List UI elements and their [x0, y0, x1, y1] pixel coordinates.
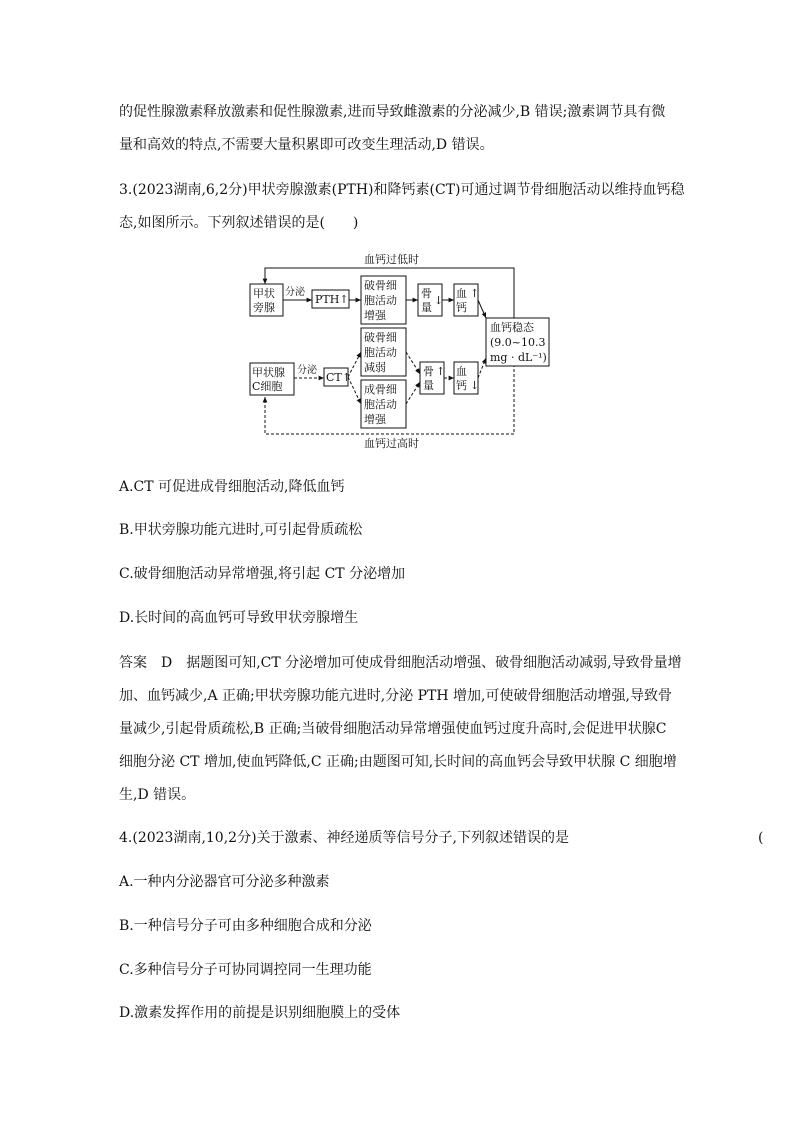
q4-option-a: A.一种内分泌器官可分泌多种激素 [119, 874, 330, 890]
osteoclast-down-1: 破骨细 [364, 331, 397, 344]
pth-text: PTH↑ [315, 293, 349, 306]
bone-top-2: 量 [421, 301, 432, 314]
q3-stem-line-2: 态,如图所示。下列叙述错误的是( ) [119, 215, 359, 231]
homeostasis-1: 血钙稳态 [490, 321, 534, 334]
q4-option-c: C.多种信号分子可协同调控同一生理功能 [119, 962, 372, 978]
calcium-top-1: 血 [456, 287, 467, 300]
svg-text:↓: ↓ [434, 294, 444, 307]
intro-line-2: 量和高效的特点,不需要大量积累即可改变生理活动,D 错误。 [119, 137, 494, 153]
q4-stem: 4.(2023湖南,10,2分)关于激素、神经递质等信号分子,下列叙述错误的是 [119, 830, 569, 846]
q4-paren: ( [758, 830, 764, 846]
bone-top-1: 骨 [421, 287, 432, 300]
parathyroid-text-1: 甲状 [253, 287, 275, 300]
thyroid-c-2: C细胞 [252, 380, 283, 393]
osteoclast-down-3: 减弱 [364, 361, 386, 374]
q3-answer-line-4: 细胞分泌 CT 增加,使血钙降低,C 正确;由题图可知,长时间的高血钙会导致甲状腺 C 细胞增 [119, 754, 677, 770]
osteoclast-up-2: 胞活动 [364, 294, 397, 307]
osteoblast-up-2: 胞活动 [364, 398, 397, 411]
low-calcium-label: 血钙过低时 [364, 253, 419, 266]
homeostasis-3: mg · dL⁻¹) [490, 351, 547, 364]
q3-answer-line-2: 加、血钙减少,A 正确;甲状旁腺功能亢进时,分泌 PTH 增加,可使破骨细胞活动增强,导致骨 [119, 688, 672, 704]
q3-answer-line-1: 答案 D 据题图可知,CT 分泌增加可使成骨细胞活动增强、破骨细胞活动减弱,导致骨量增 [119, 655, 682, 671]
calcium-top-2: 钙 [456, 301, 467, 314]
q3-option-b: B.甲状旁腺功能亢进时,可引起骨质疏松 [119, 522, 363, 538]
svg-text:↓: ↓ [470, 379, 480, 392]
secrete-top-label: 分泌 [285, 287, 305, 298]
bone-bottom-2: 量 [423, 379, 434, 392]
q4-option-b: B.一种信号分子可由多种细胞合成和分泌 [119, 918, 372, 934]
secrete-bottom-label: 分泌 [297, 365, 317, 376]
q4-option-d: D.激素发挥作用的前提是识别细胞膜上的受体 [119, 1005, 401, 1021]
high-calcium-label: 血钙过高时 [364, 437, 419, 450]
bone-bottom-1: 骨 [423, 365, 434, 378]
osteoblast-up-1: 成骨细 [364, 383, 397, 396]
osteoclast-up-1: 破骨细 [364, 279, 397, 292]
calcium-regulation-diagram [240, 246, 547, 452]
q3-stem-line-1: 3.(2023湖南,6,2分)甲状旁腺激素(PTH)和降钙素(CT)可通过调节骨细胞活动以维持血钙稳 [119, 182, 685, 198]
q3-option-d: D.长时间的高血钙可导致甲状旁腺增生 [119, 610, 359, 626]
q3-option-c: C.破骨细胞活动异常增强,将引起 CT 分泌增加 [119, 566, 406, 582]
thyroid-c-1: 甲状腺 [252, 366, 285, 379]
osteoclast-up-3: 增强 [364, 309, 386, 322]
intro-line-1: 的促性腺激素释放激素和促性腺激素,进而导致雌激素的分泌减少,B 错误;激素调节具有微 [119, 104, 666, 120]
osteoclast-down-2: 胞活动 [364, 346, 397, 359]
calcium-bottom-1: 血 [456, 365, 467, 378]
q3-answer-line-3: 量减少,引起骨质疏松,B 正确;当破骨细胞活动异常增强使血钙过度升高时,会促进甲状腺C [119, 721, 667, 737]
parathyroid-text-2: 旁腺 [253, 301, 275, 314]
q3-option-a: A.CT 可促进成骨细胞活动,降低血钙 [119, 479, 345, 495]
ct-text: CT↑ [326, 371, 351, 384]
osteoblast-up-3: 增强 [364, 413, 386, 426]
homeostasis-2: (9.0~10.3 [490, 336, 546, 349]
q3-answer-line-5: 生,D 错误。 [119, 787, 196, 803]
svg-text:↑: ↑ [436, 365, 446, 378]
calcium-bottom-2: 钙 [456, 379, 467, 392]
svg-text:↑: ↑ [470, 287, 480, 300]
